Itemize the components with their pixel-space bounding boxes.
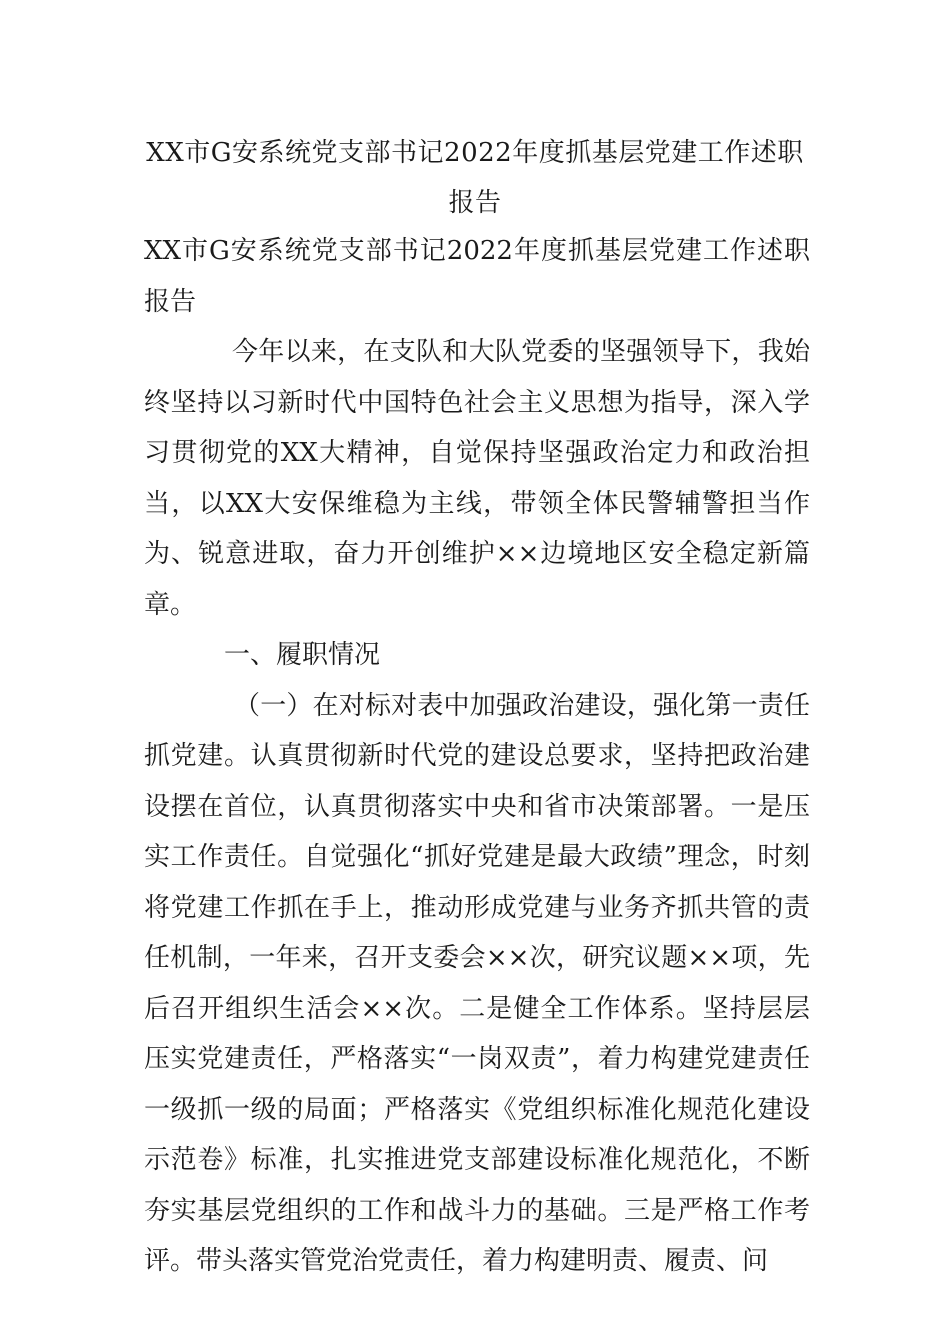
section-paragraph: （一）在对标对表中加强政治建设，强化第一责任抓党建。认真贯彻新时代党的建设总要求，坚持把政治建设摆在首位，认真贯彻落实中央和省市决策部署。一是压实工作责任。自觉强化“抓好党建是最大政绩”理念，时刻将党建工作抓在手上，推动形成党建与业务齐抓共管的责任机制，一年来，召开支委会××次，研究议题××项，先后召开组织生活会××次。二是健全工作体系。坚持层层压实党建责任，严格落实“一岗双责”，着力构建党建责任一级抓一级的局面；严格落实《党组织标准化规范化建设示范卷》标准，扎实推进党支部建设标准化规范化，不断夯实基层党组织的工作和战斗力的基础。三是严格工作考评。带头落实管党治党责任，着力构建明责、履责、问 xyxy=(144,690,810,1276)
document-title: XX市G安系统党支部书记2022年度抓基层党建工作述职报告 xyxy=(146,138,804,218)
section-heading: 一、履职情况 xyxy=(224,640,381,670)
document-body xyxy=(144,226,810,1287)
document-subtitle: XX市G安系统党支部书记2022年度抓基层党建工作述职报告 xyxy=(144,236,810,317)
intro-paragraph: 今年以来，在支队和大队党委的坚强领导下，我始终坚持以习新时代中国特色社会主义思想为指导，深入学习贯彻党的XX大精神，自觉保持坚强政治定力和政治担当，以XX大安保维稳为主线，带领全体民警辅警担当作为、锐意进取，奋力开创维护××边境地区安全稳定新篇章。 xyxy=(144,337,810,620)
